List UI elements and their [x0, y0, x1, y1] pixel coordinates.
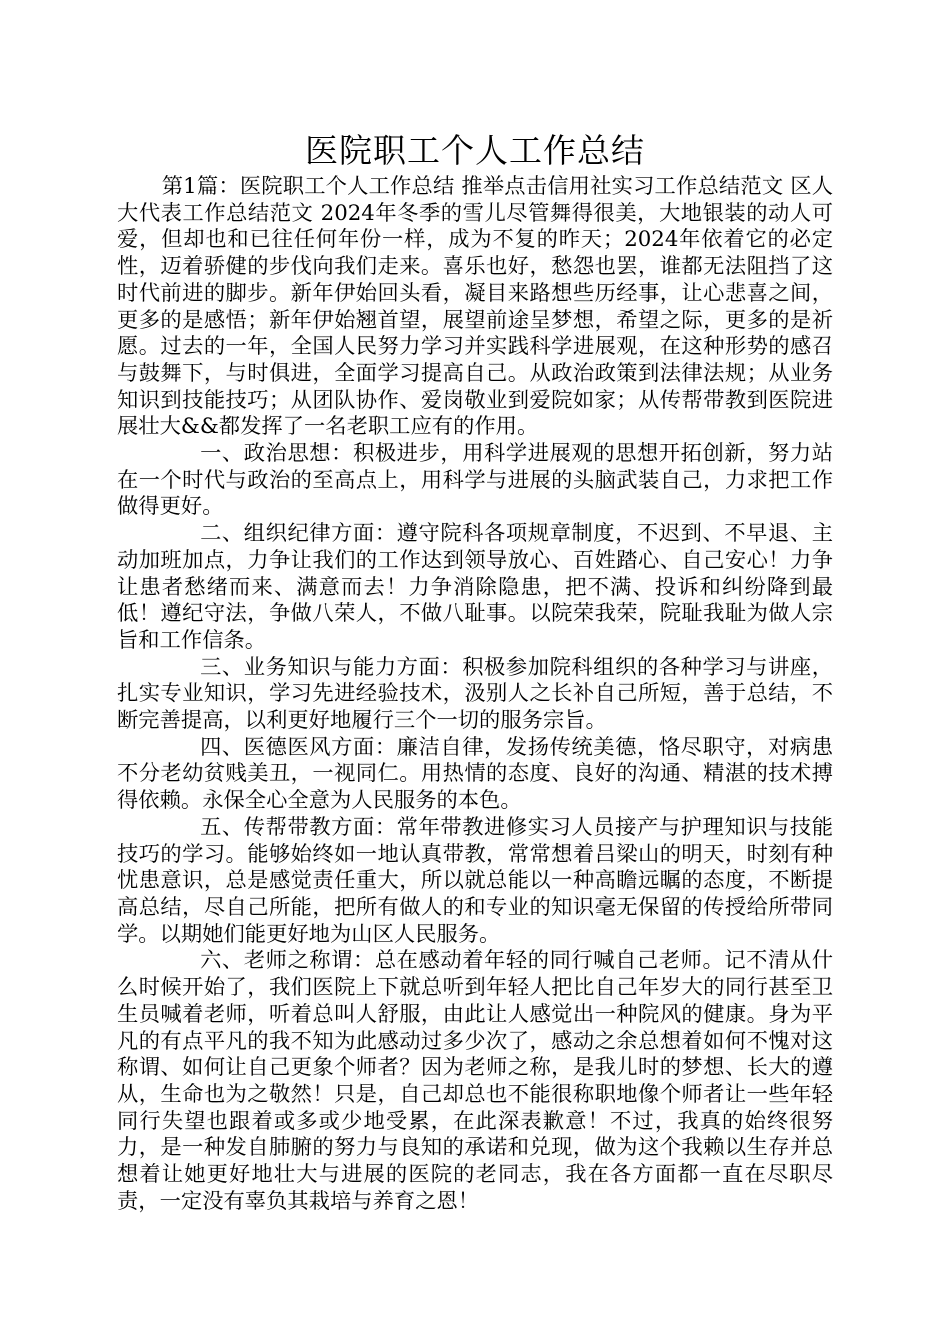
- paragraph-teacher-title: 六、老师之称谓：总在感动着年轻的同行喊自己老师。记不清从什么时候开始了，我们医院上下就总听到年轻人把比自己年岁大的同行甚至卫生员喊着老师，听着总叫人舒服，由此让人感觉出一种院风的健康。身为平凡的有点平凡的我不知为此感动过多少次了，感动之余总想着如何不愧对这称谓、如何让自己更象个师者？因为老师之称，是我儿时的梦想、长大的遵从，生命也为之敬然！只是，自己却总也不能很称职地像个师者让一些年轻同行失望也跟着或多或少地受累，在此深表歉意！不过，我真的始终很努力，是一种发自肺腑的努力与良知的承诺和兑现，做为这个我赖以生存并总想着让她更好地壮大与进展的医院的老同志，我在各方面都一直在尽职尽责，一定没有辜负其栽培与养育之恩！: [117, 948, 833, 1214]
- paragraph-mentoring: 五、传帮带教方面：常年带教进修实习人员接产与护理知识与技能技巧的学习。能够始终如一地认真带教，常常想着吕梁山的明天，时刻有种忧患意识，总是感觉责任重大，所以就总能以一种高瞻远瞩的态度，不断提高总结，尽自己所能，把所有做人的和专业的知识毫无保留的传授给所带同学。以期她们能更好地为山区人民服务。: [117, 814, 833, 947]
- paragraph-knowledge: 三、业务知识与能力方面：积极参加院科组织的各种学习与讲座，扎实专业知识，学习先进经验技术，汲别人之长补自己所短，善于总结，不断完善提高，以利更好地履行三个一切的服务宗旨。: [117, 654, 833, 734]
- paragraph-political: 一、政治思想：积极进步，用科学进展观的思想开拓创新，努力站在一个时代与政治的至高点上，用科学与进展的头脑武装自己，力求把工作做得更好。: [117, 441, 833, 520]
- paragraph-ethics: 四、医德医风方面：廉洁自律，发扬传统美德，恪尽职守，对病患不分老幼贫贱美丑，一视同仁。用热情的态度、良好的沟通、精湛的技术搏得依赖。永保全心全意为人民服务的本色。: [117, 734, 833, 814]
- document-title: 医院职工个人工作总结: [305, 131, 645, 170]
- document-page: [117, 128, 833, 1215]
- paragraph-intro: 第1篇：医院职工个人工作总结 推举点击信用社实习工作总结范文 区人大代表工作总结范文 2024年冬季的雪儿尽管舞得很美，大地银装的动人可爱，但却也和已往任何年份一样，成为不复的昨天；2024年依着它的必定性，迈着骄健的步伐向我们走来。喜乐也好，愁怨也罢，谁都无法阻挡了这时代前进的脚步。新年伊始回头看，凝目来路想些历经事，让心悲喜之间，更多的是感悟；新年伊始翘首望，展望前途呈梦想，希望之际，更多的是祈愿。过去的一年，全国人民努力学习并实践科学进展观，在这种形势的感召与鼓舞下，与时俱进，全面学习提高自己。从政治政策到法律法规；从业务知识到技能技巧；从团队协作、爱岗敬业到爱院如家；从传帮带教到医院进展壮大&&都发挥了一名老职工应有的作用。: [117, 174, 833, 440]
- paragraph-discipline: 二、组织纪律方面：遵守院科各项规章制度，不迟到、不早退、主动加班加点，力争让我们的工作达到领导放心、百姓踏心、自己安心！力争让患者愁绪而来、满意而去！力争消除隐患，把不满、投诉和纠纷降到最低！遵纪守法，争做八荣人，不做八耻事。以院荣我荣，院耻我耻为做人宗旨和工作信条。: [117, 521, 833, 653]
